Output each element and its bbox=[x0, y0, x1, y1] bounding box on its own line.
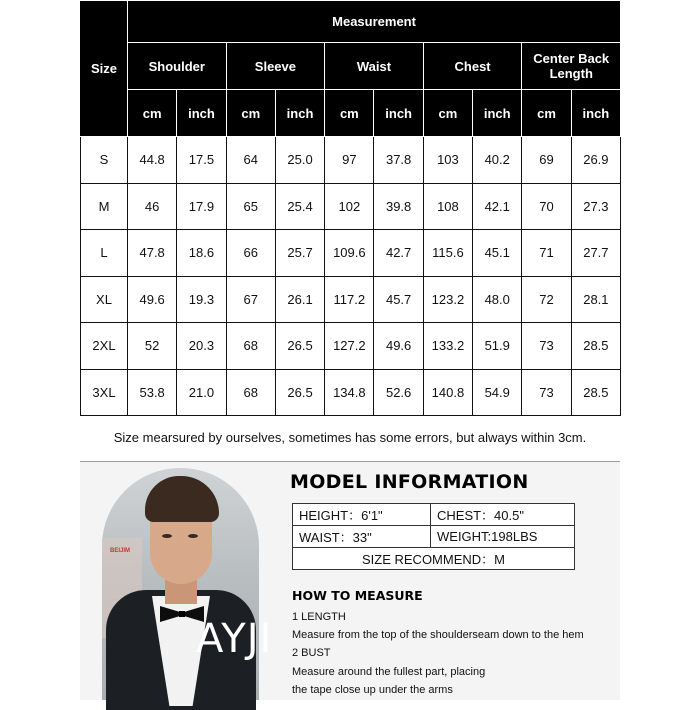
step-text: Measure around the fullest part, placing bbox=[292, 666, 486, 678]
value-cell: 45.7 bbox=[374, 276, 423, 323]
table-row bbox=[81, 323, 621, 370]
center-back-length-header: Center Back Length bbox=[522, 43, 621, 90]
unit-header: cm bbox=[226, 90, 275, 137]
value-cell: 73 bbox=[522, 369, 571, 416]
model-waist: WAIST：33" bbox=[293, 526, 431, 548]
value-cell: 65 bbox=[226, 183, 275, 230]
measurement-header: Measurement bbox=[128, 1, 621, 43]
value-cell: 47.8 bbox=[128, 230, 177, 277]
value-cell: 71 bbox=[522, 230, 571, 277]
brand-logo: AYJI bbox=[196, 616, 273, 662]
shoulder-header: Shoulder bbox=[128, 43, 227, 90]
value-cell: 26.5 bbox=[275, 323, 324, 370]
value-cell: 28.1 bbox=[571, 276, 620, 323]
value-cell: 123.2 bbox=[423, 276, 472, 323]
table-row bbox=[81, 230, 621, 277]
value-cell: 49.6 bbox=[128, 276, 177, 323]
unit-header: cm bbox=[522, 90, 571, 137]
size-recommend: SIZE RECOMMEND：M bbox=[293, 548, 575, 570]
value-cell: 52 bbox=[128, 323, 177, 370]
value-cell: 42.7 bbox=[374, 230, 423, 277]
value-cell: 20.3 bbox=[177, 323, 226, 370]
sleeve-header: Sleeve bbox=[226, 43, 325, 90]
value-cell: 25.4 bbox=[275, 183, 324, 230]
step-heading: 1 LENGTH bbox=[292, 611, 346, 623]
value-cell: 21.0 bbox=[177, 369, 226, 416]
value-cell: 17.5 bbox=[177, 137, 226, 184]
unit-header: inch bbox=[571, 90, 620, 137]
value-cell: 39.8 bbox=[374, 183, 423, 230]
value-cell: 68 bbox=[226, 323, 275, 370]
value-cell: 53.8 bbox=[128, 369, 177, 416]
value-cell: 46 bbox=[128, 183, 177, 230]
value-cell: 37.8 bbox=[374, 137, 423, 184]
table-row bbox=[81, 369, 621, 416]
value-cell: 26.5 bbox=[275, 369, 324, 416]
value-cell: 115.6 bbox=[423, 230, 472, 277]
value-cell: 26.9 bbox=[571, 137, 620, 184]
value-cell: 68 bbox=[226, 369, 275, 416]
size-cell: 2XL bbox=[81, 323, 128, 370]
value-cell: 69 bbox=[522, 137, 571, 184]
value-cell: 28.5 bbox=[571, 369, 620, 416]
value-cell: 45.1 bbox=[473, 230, 522, 277]
model-height: HEIGHT：6'1" bbox=[293, 504, 431, 526]
model-info-title: MODEL INFORMATION bbox=[290, 471, 529, 493]
model-hair bbox=[145, 476, 219, 522]
value-cell: 72 bbox=[522, 276, 571, 323]
measurement-note: Size mearsured by ourselves, sometimes has some errors, but always within 3cm. bbox=[113, 430, 587, 445]
size-cell: L bbox=[81, 230, 128, 277]
unit-header: cm bbox=[423, 90, 472, 137]
table-row bbox=[81, 276, 621, 323]
value-cell: 49.6 bbox=[374, 323, 423, 370]
value-cell: 25.7 bbox=[275, 230, 324, 277]
value-cell: 52.6 bbox=[374, 369, 423, 416]
value-cell: 28.5 bbox=[571, 323, 620, 370]
size-chart-table bbox=[80, 0, 621, 416]
step-text: Measure from the top of the shoulderseam down to the hem bbox=[292, 629, 584, 641]
model-weight: WEIGHT:198LBS bbox=[431, 526, 575, 548]
model-eye bbox=[162, 534, 172, 538]
value-cell: 42.1 bbox=[473, 183, 522, 230]
value-cell: 40.2 bbox=[473, 137, 522, 184]
value-cell: 17.9 bbox=[177, 183, 226, 230]
table-row bbox=[81, 183, 621, 230]
value-cell: 25.0 bbox=[275, 137, 324, 184]
how-to-measure-title: HOW TO MEASURE bbox=[292, 588, 423, 603]
value-cell: 109.6 bbox=[325, 230, 374, 277]
size-header: Size bbox=[81, 1, 128, 137]
model-photo bbox=[102, 468, 273, 700]
value-cell: 134.8 bbox=[325, 369, 374, 416]
value-cell: 64 bbox=[226, 137, 275, 184]
unit-header: cm bbox=[325, 90, 374, 137]
value-cell: 108 bbox=[423, 183, 472, 230]
value-cell: 117.2 bbox=[325, 276, 374, 323]
value-cell: 48.0 bbox=[473, 276, 522, 323]
value-cell: 66 bbox=[226, 230, 275, 277]
unit-header: inch bbox=[177, 90, 226, 137]
step-heading: 2 BUST bbox=[292, 647, 331, 659]
unit-header: inch bbox=[374, 90, 423, 137]
size-cell: 3XL bbox=[81, 369, 128, 416]
value-cell: 133.2 bbox=[423, 323, 472, 370]
value-cell: 67 bbox=[226, 276, 275, 323]
step-text: the tape close up under the arms bbox=[292, 684, 453, 696]
photo-sign: BEIJIM bbox=[110, 548, 131, 554]
table-row bbox=[81, 137, 621, 184]
unit-header: cm bbox=[128, 90, 177, 137]
size-cell: XL bbox=[81, 276, 128, 323]
value-cell: 26.1 bbox=[275, 276, 324, 323]
value-cell: 97 bbox=[325, 137, 374, 184]
model-info-table bbox=[292, 503, 575, 570]
value-cell: 27.7 bbox=[571, 230, 620, 277]
value-cell: 51.9 bbox=[473, 323, 522, 370]
model-chest: CHEST：40.5" bbox=[431, 504, 575, 526]
value-cell: 27.3 bbox=[571, 183, 620, 230]
model-eye bbox=[188, 534, 198, 538]
value-cell: 73 bbox=[522, 323, 571, 370]
value-cell: 44.8 bbox=[128, 137, 177, 184]
unit-header: inch bbox=[473, 90, 522, 137]
size-cell: S bbox=[81, 137, 128, 184]
value-cell: 70 bbox=[522, 183, 571, 230]
value-cell: 127.2 bbox=[325, 323, 374, 370]
value-cell: 54.9 bbox=[473, 369, 522, 416]
value-cell: 140.8 bbox=[423, 369, 472, 416]
size-table-body bbox=[81, 137, 621, 416]
model-info-panel bbox=[80, 462, 620, 700]
size-cell: M bbox=[81, 183, 128, 230]
value-cell: 18.6 bbox=[177, 230, 226, 277]
value-cell: 102 bbox=[325, 183, 374, 230]
chest-header: Chest bbox=[423, 43, 522, 90]
waist-header: Waist bbox=[325, 43, 424, 90]
unit-header: inch bbox=[275, 90, 324, 137]
value-cell: 19.3 bbox=[177, 276, 226, 323]
value-cell: 103 bbox=[423, 137, 472, 184]
